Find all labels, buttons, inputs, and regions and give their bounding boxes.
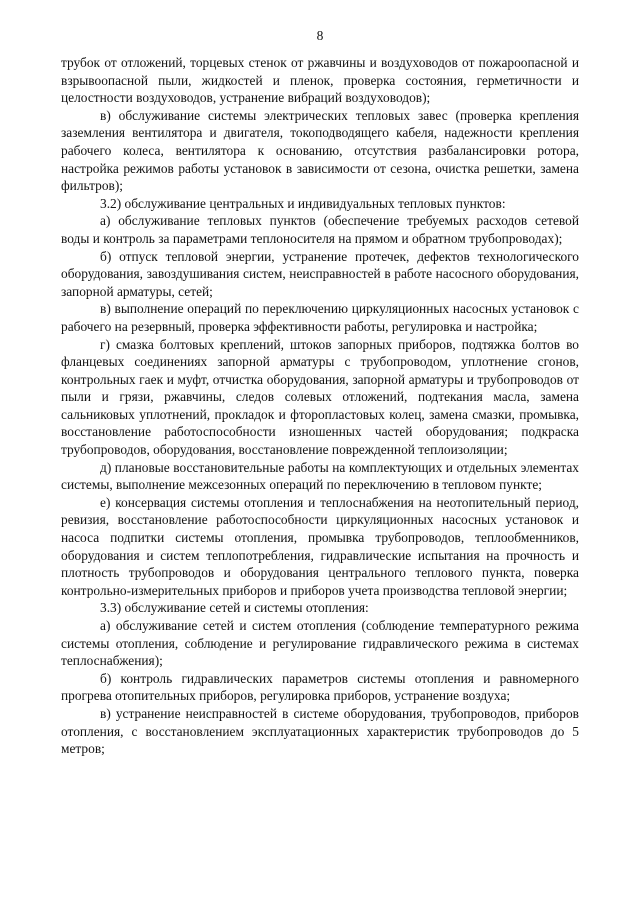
document-body	[61, 54, 579, 758]
paragraph-item-a-heat-points: а) обслуживание тепловых пунктов (обеспечение требуемых расходов сетевой воды и контроль за параметрами теплоносителя на прямом и обратном трубопроводах);	[61, 213, 579, 246]
paragraph-item-g-lubrication: г) смазка болтовых креплений, штоков запорных приборов, подтяжка болтов во фланцевых соединениях запорной арматуры с трубопроводом, уплотнение сгонов, контрольных гаек и муфт, отчистка оборудования, запорной арматуры и трубопроводов от пыли и грязи, ржавчины, следов солевых отложений, подтекания масла, замена сальниковых уплотнений, прокладок и фторопластовых колец, замена смазки, промывка, восстановление работоспособности изношенных частей оборудования; подкраска трубопроводов, оборудования, восстановление поврежденной теплоизоляции;	[61, 336, 579, 458]
paragraph-item-e-conservation: е) консервация системы отопления и теплоснабжения на неотопительный период, ревизия, восстановление работоспособности циркуляционных насосных установок и насоса подпитки системы отопления, промывка трубопроводов, теплообменников, оборудования и систем теплопотребления, гидравлические испытания на прочность и плотность трубопроводов и оборудования центрального теплового пункта, поверка контрольно-измерительных приборов и приборов учета производства тепловой энергии;	[61, 494, 579, 598]
page-number: 8	[316, 28, 324, 43]
paragraph-item-v-heat-curtains: в) обслуживание системы электрических тепловых завес (проверка крепления заземления вентилятора и двигателя, токоподводящего кабеля, надежности крепления рабочего колеса, вентилятора к основанию, отсутствия разбалансировки ротора, настройка режимов работы установок в зависимости от сезона, очистка решетки, замена фильтров);	[61, 107, 579, 194]
paragraph-item-v-fault-repair: в) устранение неисправностей в системе оборудования, трубопроводов, приборов отопления, с восстановлением эксплуатационных характеристик трубопроводов до 5 метров;	[61, 705, 579, 757]
paragraph-item-d-restoration: д) плановые восстановительные работы на комплектующих и отдельных элементах системы, выполнение межсезонных операций по переключению в тепловом пункте;	[61, 459, 579, 493]
section-heading-3-2: 3.2) обслуживание центральных и индивидуальных тепловых пунктов:	[100, 195, 506, 211]
paragraph-continuation: трубок от отложений, торцевых стенок от ржавчины и воздуховодов от пожароопасной и взрывоопасной пыли, жидкостей и пленок, проверка состояния, герметичности и целостности воздуховодов, устранение вибраций воздуховодов);	[61, 55, 579, 106]
paragraph-item-a-networks: а) обслуживание сетей и систем отопления (соблюдение температурного режима системы отопления, соблюдение и регулирование гидравлического режима в системах теплоснабжения);	[61, 618, 579, 669]
paragraph-item-v-pump-switching: в) выполнение операций по переключению циркуляционных насосных установок с рабочего на резервный, проверка эффективности работы, регулировка и настройка;	[61, 301, 579, 334]
section-heading-3-3: 3.3) обслуживание сетей и системы отопления:	[100, 600, 369, 616]
paragraph-item-b-heat-supply: б) отпуск тепловой энергии, устранение протечек, дефектов технологического оборудования, завоздушивания систем, неисправностей в работе насосного оборудования, запорной арматуры, сетей;	[61, 248, 579, 299]
paragraph-item-b-hydraulics: б) контроль гидравлических параметров системы отопления и равномерного прогрева отопительных приборов, регулировка приборов, устранение воздуха;	[61, 670, 579, 704]
